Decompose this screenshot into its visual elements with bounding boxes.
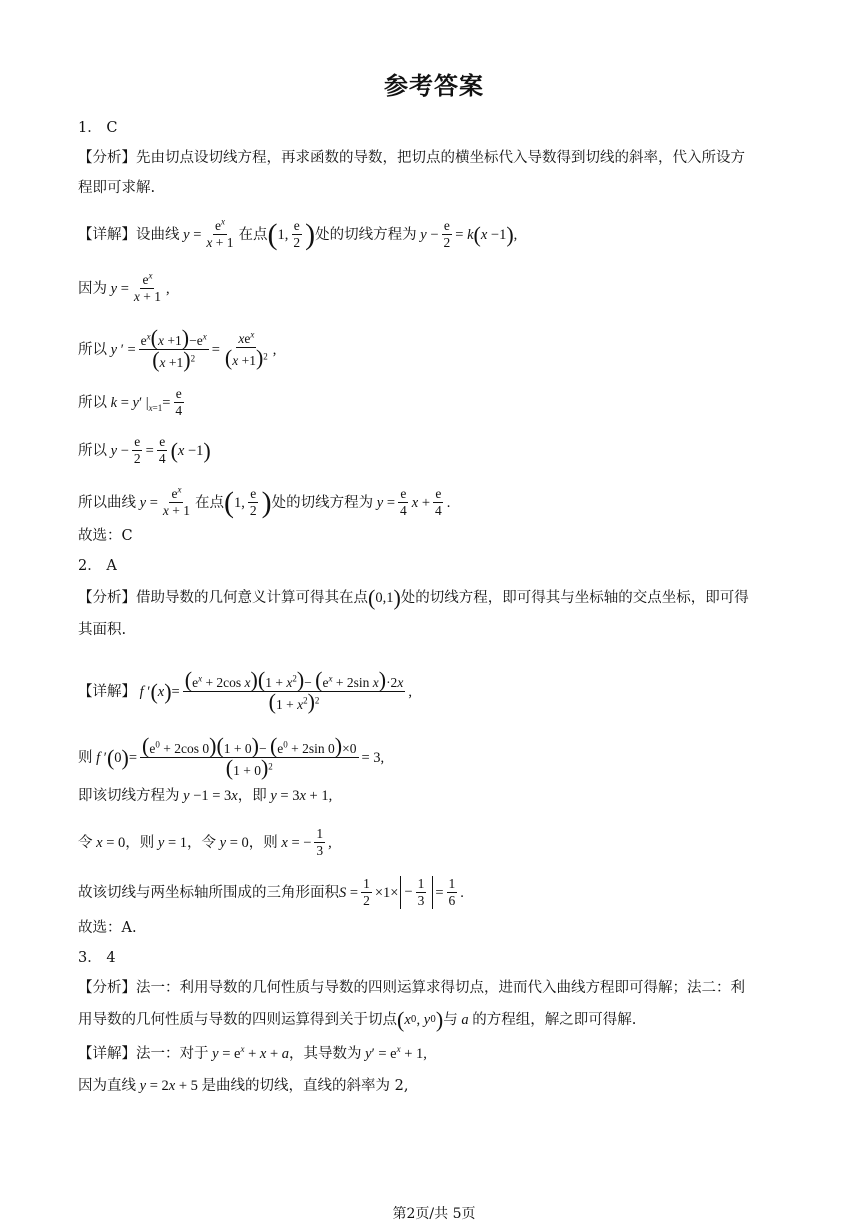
q1-result: 所以曲线 y = $\frac{e^x}{x + 1}$ 在点 ( 1, $\frac{e}{2}$ ) 处的切线方程为 y = $\frac{e}{4}$ x + $\frac{e}{4}$ .	[78, 484, 451, 519]
q2-tangent-line: 即该切线方程为 y −1 = 3 x ，即 y = 3 x + 1,	[78, 788, 333, 804]
q2-analysis-cont: 其面积.	[78, 622, 127, 638]
q1-number: 1． C	[78, 120, 118, 136]
q2-heading	[78, 556, 794, 576]
q2-slope: 则 f ′ ( 0 ) = $\frac{(e^0 + 2\cos 0)(1 + 0)- (e^0 + 2\sin 0)\times 0}{(1 + 0)^2}$ = 3,	[78, 733, 385, 780]
q2-derivative: 【详解】 f ′ ( x ) = $\frac{(e^x + 2\cos x)(1 + x^2)- (e^x + 2\sin x)\cdot 2x}{(1 + x^2)^2}$ ,	[78, 667, 412, 714]
q1-line-eq: 所以 y − $\frac{e}{2}$ = $\frac{e}{4}$ ( x −1 )	[78, 434, 211, 466]
q1-derivative: 所以 y ′ = $\frac{e^x(x +1)-e^x}{(x +1)^2}$ = $\frac{xe^x}{(x +1)^2}$ ,	[78, 325, 277, 372]
q1-analysis: 【分析】先由切点设切线方程，再求函数的导数，把切点的横坐标代入导数得到切线的斜率，代入所设方	[78, 150, 745, 166]
q1-detail: 【详解】设曲线 y = $\frac{e^x}{x + 1}$ 在点 ( 1, $\frac{e}{2}$ ) 处的切线方程为 y − $\frac{e}{2}$ = k ( x −1 ) ,	[78, 216, 518, 251]
page-title: 参考答案	[384, 72, 484, 100]
page-footer: 第2页/共 5页	[392, 1206, 476, 1222]
q2-number: 2． A	[78, 558, 117, 574]
q1-analysis-cont: 程即可求解.	[78, 180, 156, 196]
q2-answer: 故选：A.	[78, 920, 137, 936]
q1-answer: 故选：C	[78, 528, 133, 544]
q2-analysis: 【分析】借助导数的几何意义计算可得其在点 ( 0,1 ) 处的切线方程，即可得其与坐标轴的交点坐标，即可得	[78, 585, 749, 610]
q2-area: 故该切线与两坐标轴所围成的三角形面积 S = $\frac{1}{2}$ ×1× − $\frac{1}{3}$ = $\frac{1}{6}$ .	[78, 876, 464, 908]
formula-fraction: $\frac{e^x}{x + 1}$	[206, 216, 234, 250]
q2-intercepts: 令 x = 0 ，则 y = 1 ，令 y = 0 ，则 x = − $\frac{1}{3}$ ,	[78, 826, 332, 858]
q1-heading	[78, 118, 794, 138]
q3-analysis: 【分析】法一：利用导数的几何性质与导数的四则运算求得切点，进而代入曲线方程即可得解；法二：利	[78, 980, 745, 996]
q3-analysis-cont: 用导数的几何性质与导数的四则运算得到关于切点 ( x 0 , y 0 ) 与 a 的方程组，解之即可得解.	[78, 1007, 637, 1032]
q3-heading	[78, 948, 794, 968]
q3-number: 3． 4	[78, 950, 116, 966]
q1-because: 因为 y = $\frac{e^x}{x + 1}$ ,	[78, 270, 170, 304]
q3-detail: 【详解】法一：对于 y = $e^x$ + x + a ，其导数为 y ′ = $e^x + 1$,	[78, 1044, 427, 1062]
q3-line: 因为直线 y = 2 x + 5 是曲线的切线，直线的斜率为 2,	[78, 1078, 409, 1094]
q1-slope: 所以 k = y ′ $|_{x=1}=$ $\frac{e}{4}$	[78, 386, 183, 418]
